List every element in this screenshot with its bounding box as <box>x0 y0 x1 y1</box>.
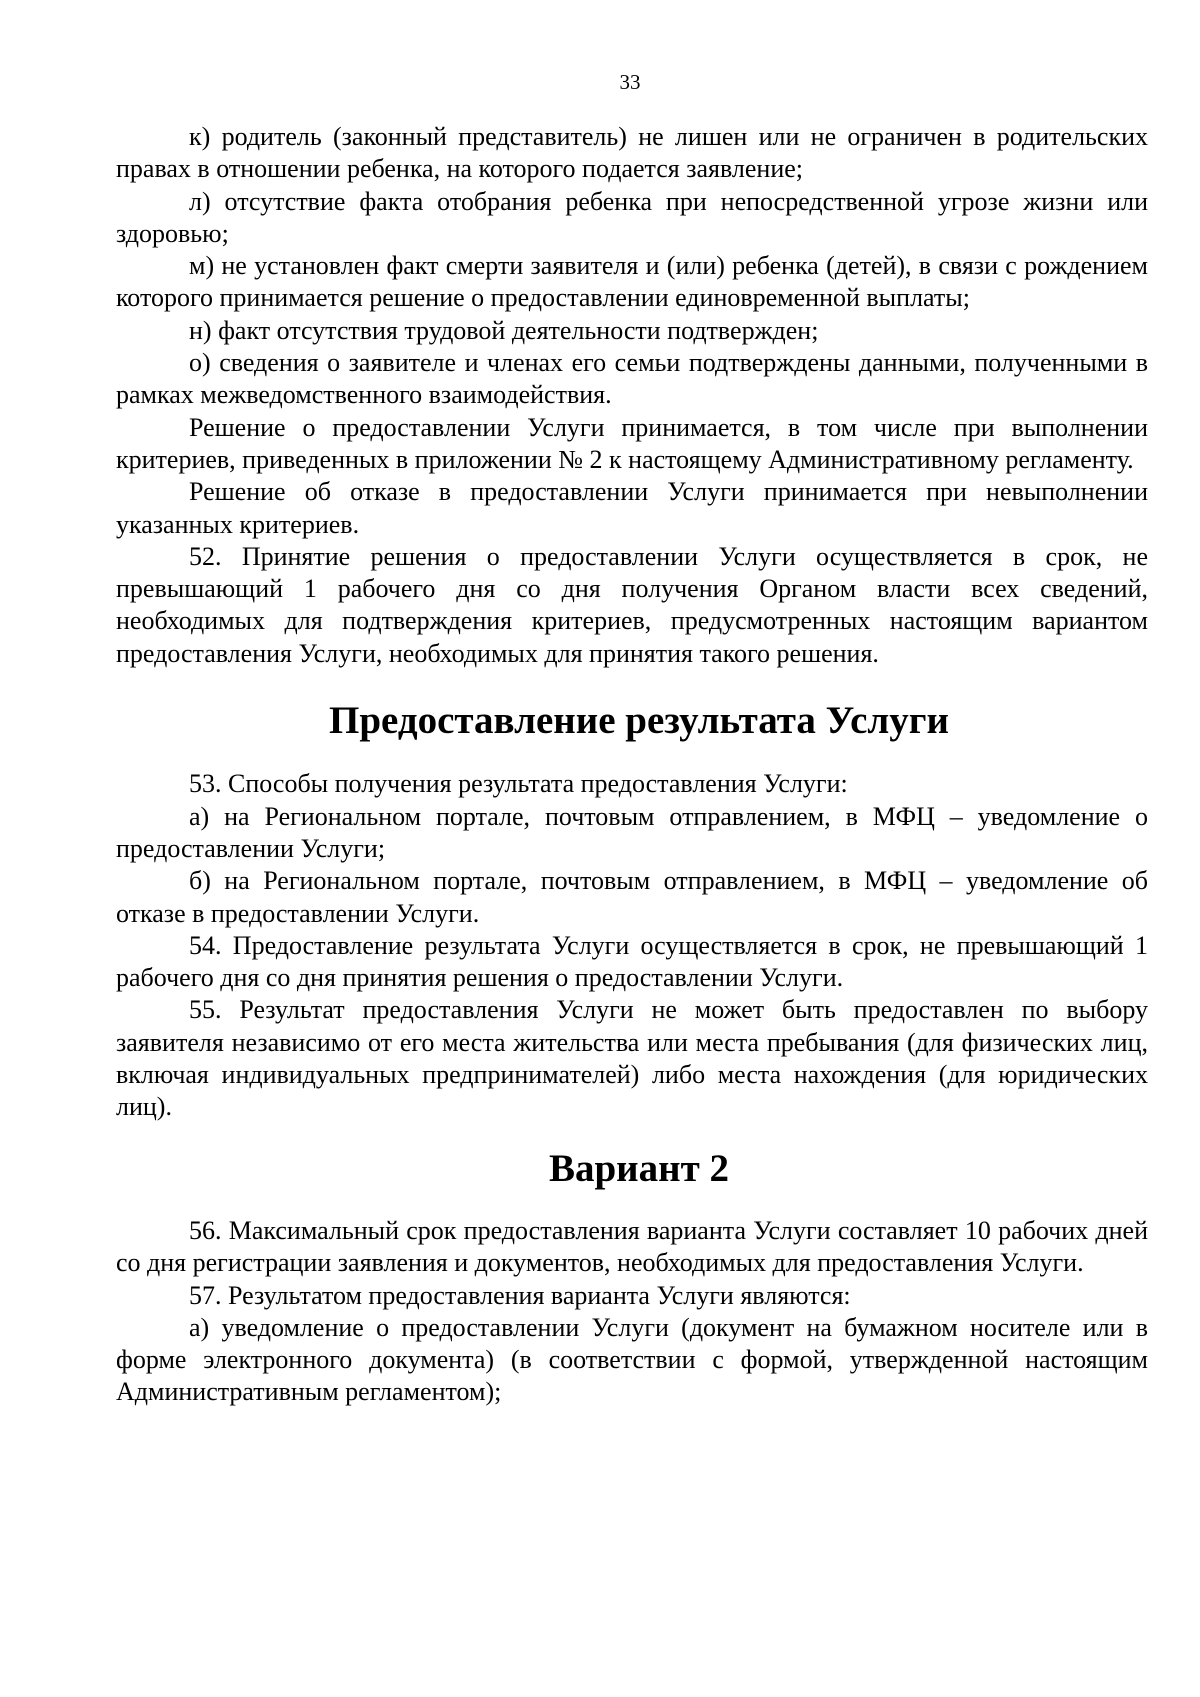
paragraph-57: 57. Результатом предоставления варианта Услуги являются: <box>189 1280 851 1310</box>
paragraph-item-o: о) сведения о заявителе и членах его семьи подтверждены данными, полученными в рамках межведомственного взаимодействия. <box>116 348 1148 410</box>
paragraph-54: 54. Предоставление результата Услуги осуществляется в срок, не превышающий 1 рабочего дня со дня принятия решения о предоставлении Услуги. <box>116 930 1148 993</box>
paragraph-decision-refusal: Решение об отказе в предоставлении Услуги принимается при невыполнении указанных критериев. <box>116 477 1148 539</box>
paragraph-item-k: к) родитель (законный представитель) не лишен или не ограничен в родительских правах в отношении ребенка, на которого подается заявление; <box>116 122 1148 184</box>
section-heading-result: Предоставление результата Услуги <box>329 699 949 743</box>
paragraph-56: 56. Максимальный срок предоставления варианта Услуги составляет 10 рабочих дней со дня регистрации заявления и документов, необходимых для предоставления Услуги. <box>116 1215 1148 1278</box>
paragraph-52: 52. Принятие решения о предоставлении Услуги осуществляется в срок, не превышающий 1 рабочего дня со дня получения Органом власти всех сведений, необходимых для подтверждения критериев, предусмотренных настоящим вариантом предоставления Услуги, необходимых для принятия такого решения. <box>116 541 1148 668</box>
paragraph-53-b: б) на Региональном портале, почтовым отправлением, в МФЦ – уведомление об отказе в предоставлении Услуги. <box>116 866 1148 928</box>
paragraph-item-l: л) отсутствие факта отобрания ребенка при непосредственной угрозе жизни или здоровью; <box>116 186 1148 248</box>
paragraph-53: 53. Способы получения результата предоставления Услуги: <box>189 769 848 799</box>
paragraph-53-a: а) на Региональном портале, почтовым отправлением, в МФЦ – уведомление о предоставлении Услуги; <box>116 801 1148 863</box>
paragraph-decision-grant: Решение о предоставлении Услуги принимается, в том числе при выполнении критериев, приведенных в приложении № 2 к настоящему Административному регламенту. <box>116 412 1148 474</box>
paragraph-item-m: м) не установлен факт смерти заявителя и (или) ребенка (детей), в связи с рождением которого принимается решение о предоставлении единовременной выплаты; <box>116 251 1148 313</box>
section-heading-variant: Вариант 2 <box>548 1146 730 1190</box>
paragraph-57-a: а) уведомление о предоставлении Услуги (документ на бумажном носителе или в форме электронного документа) (в соответствии с формой, утвержденной настоящим Административным регламентом); <box>116 1312 1148 1407</box>
document-body <box>116 121 1148 1409</box>
page-number: 33 <box>619 70 641 94</box>
paragraph-55: 55. Результат предоставления Услуги не может быть предоставлен по выбору заявителя независимо от его места жительства или места пребывания (для физических лиц, включая индивидуальных предпринимателей) либо места нахождения (для юридических лиц). <box>116 995 1148 1122</box>
paragraph-item-n: н) факт отсутствия трудовой деятельности подтвержден; <box>189 315 819 345</box>
